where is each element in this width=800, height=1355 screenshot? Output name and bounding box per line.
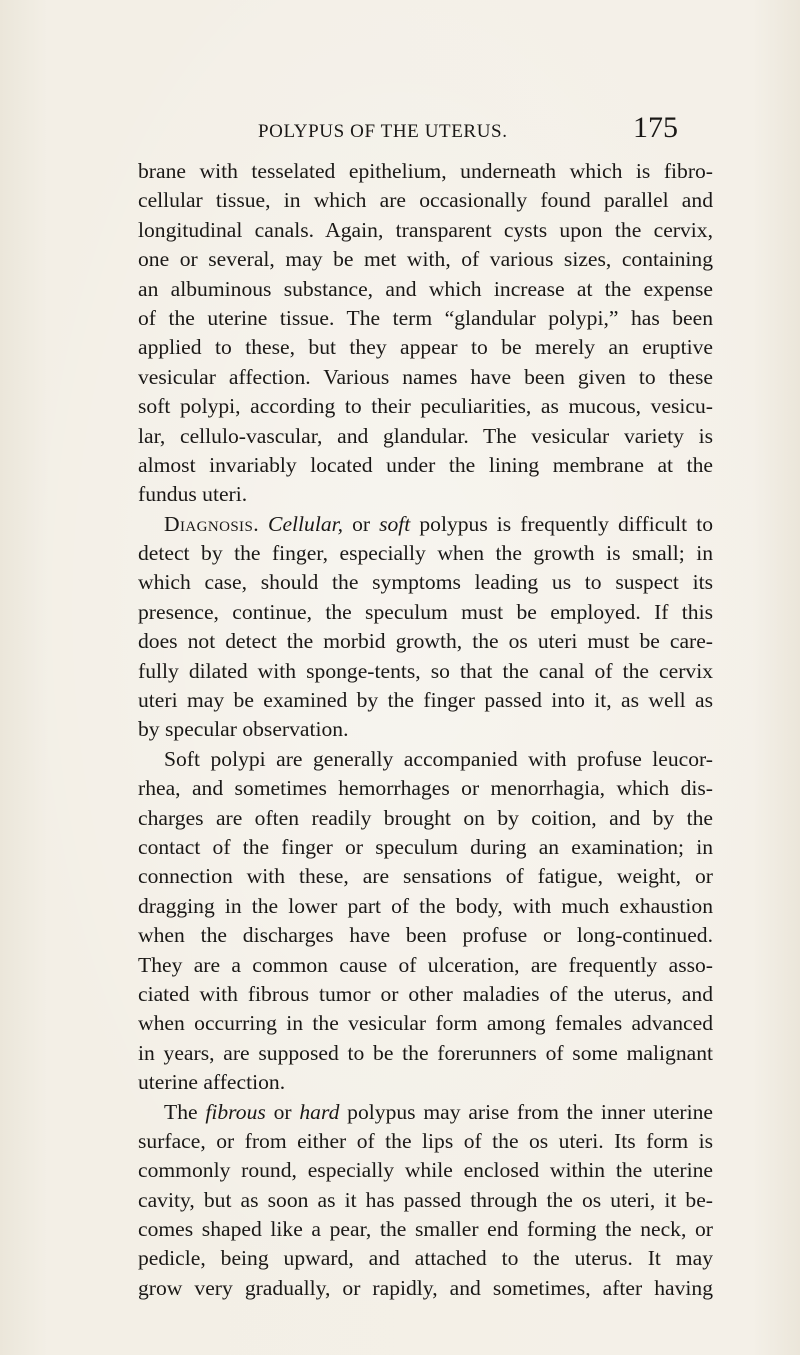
text-line: cavity, but as soon as it has passed through the os uteri, it be-: [138, 1187, 713, 1212]
italic-term: Cellular,: [268, 511, 344, 536]
text-line: commonly round, especially while enclosed within the uterine: [138, 1158, 713, 1183]
text-line-fibrous: [138, 1098, 713, 1127]
text-line: of the uterine tissue. The term “glandular polypi,” has been: [138, 305, 713, 330]
text-line: uterine affection.: [138, 1070, 286, 1095]
text-line: an albuminous substance, and which increase at the expense: [138, 276, 713, 301]
text-line: applied to these, but they appear to be merely an eruptive: [138, 335, 713, 360]
text-line: in years, are supposed to be the forerunners of some malignant: [138, 1040, 713, 1065]
text-line: when occurring in the vesicular form among females advanced: [138, 1011, 713, 1036]
text-line: cellular tissue, in which are occasionally found parallel and: [138, 188, 713, 213]
italic-term: hard: [299, 1099, 340, 1124]
text-line: fundus uteri.: [138, 482, 248, 507]
text-line: almost invariably located under the lining membrane at the: [138, 452, 713, 477]
text-line: soft polypi, according to their peculiarities, as mucous, vesicu-: [138, 394, 713, 419]
body-text: [138, 157, 713, 1303]
text-line: Soft polypi are generally accompanied with profuse leucor-: [164, 746, 713, 771]
text-line: dragging in the lower part of the body, with much exhaustion: [138, 893, 713, 918]
text-line: grow very gradually, or rapidly, and sometimes, after having: [138, 1275, 713, 1300]
page-number: 175: [633, 111, 678, 144]
text-fragment: polypus is frequently difficult to: [410, 511, 713, 536]
text-line: when the discharges have been profuse or long-continued.: [138, 923, 713, 948]
text-fragment: The: [164, 1099, 206, 1124]
text-line: lar, cellulo-vascular, and glandular. The vesicular variety is: [138, 423, 713, 448]
text-line: fully dilated with sponge-tents, so that the canal of the cervix: [138, 658, 713, 683]
text-line: surface, or from either of the lips of the os uteri. Its form is: [138, 1128, 713, 1153]
text-line: presence, continue, the speculum must be employed. If this: [138, 599, 713, 624]
italic-term: soft: [379, 511, 411, 536]
text-fragment: or: [343, 511, 380, 536]
text-line: one or several, may be met with, of various sizes, containing: [138, 247, 713, 272]
text-line: does not detect the morbid growth, the os uteri must be care-: [138, 629, 713, 654]
text-line-diagnosis: [138, 510, 713, 539]
text-line: connection with these, are sensations of fatigue, weight, or: [138, 864, 713, 889]
text-line: brane with tesselated epithelium, underneath which is fibro-: [138, 159, 713, 183]
text-line: contact of the finger or speculum during an examination; in: [138, 834, 713, 859]
text-line: rhea, and sometimes hemorrhages or menorrhagia, which dis-: [138, 776, 713, 801]
italic-term: fibrous: [205, 1099, 266, 1124]
text-line: which case, should the symptoms leading us to suspect its: [138, 570, 713, 595]
text-line: ciated with fibrous tumor or other maladies of the uterus, and: [138, 981, 713, 1006]
text-line: by specular observation.: [138, 717, 349, 742]
text-fragment: or: [265, 1099, 300, 1124]
text-line: vesicular affection. Various names have been given to these: [138, 364, 713, 389]
text-line: They are a common cause of ulceration, are frequently asso-: [138, 952, 713, 977]
text-line: charges are often readily brought on by coition, and by the: [138, 805, 713, 830]
text-line: pedicle, being upward, and attached to the uterus. It may: [138, 1246, 713, 1271]
text-line: comes shaped like a pear, the smaller end forming the neck, or: [138, 1217, 713, 1242]
running-title: POLYPUS OF THE UTERUS.: [258, 121, 508, 142]
section-heading-diagnosis: Diagnosis.: [164, 511, 259, 536]
text-line: detect by the finger, especially when the growth is small; in: [138, 541, 713, 566]
page-header: [258, 113, 678, 153]
text-fragment: polypus may arise from the inner uterine: [339, 1099, 713, 1124]
text-line: uteri may be examined by the finger passed into it, as well as: [138, 688, 713, 713]
text-line: longitudinal canals. Again, transparent cysts upon the cervix,: [138, 217, 713, 242]
